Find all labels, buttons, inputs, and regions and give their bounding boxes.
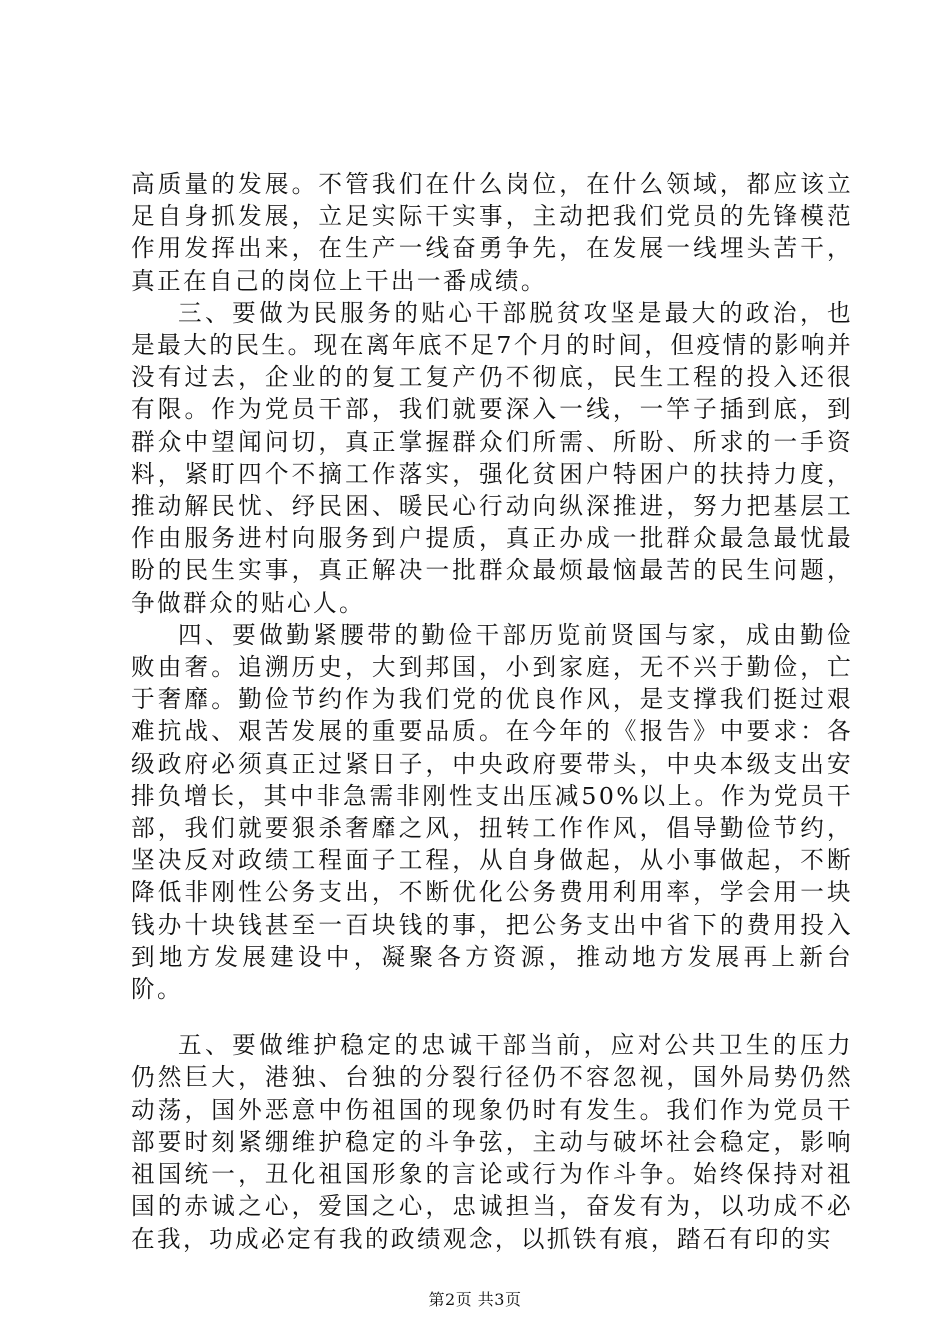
paragraph-section-four: 四、要做勤紧腰带的勤俭干部历览前贤国与家，成由勤俭败由奢。追溯历史，大到邦国，小到家庭，无不兴于勤俭，亡于奢靡。勤俭节约作为我们党的优良作风，是支撑我们挺过艰难抗战、艰苦发展的重要品质。在今年的《报告》中要求：各级政府必须真正过紧日子，中央政府要带头，中央本级支出安排负增长，其中非急需非刚性支出压减50%以上。作为党员干部，我们就要狠杀奢靡之风，扭转工作作风，倡导勤俭节约，坚决反对政绩工程面子工程，从自身做起，从小事做起，不断降低非刚性公务支出，不断优化公务费用利用率，学会用一块钱办十块钱甚至一百块钱的事，把公务支出中省下的费用投入到地方发展建设中，凝聚各方资源，推动地方发展再上新台阶。 — [131, 620, 853, 1004]
body-text — [131, 168, 853, 1255]
paragraph-section-five: 五、要做维护稳定的忠诚干部当前，应对公共卫生的压力仍然巨大，港独、台独的分裂行径仍不容忽视，国外局势仍然动荡，国外恶意中伤祖国的现象仍时有发生。我们作为党员干部要时刻紧绷维护稳定的斗争弦，主动与破坏社会稳定，影响祖国统一，丑化祖国形象的言论或行为作斗争。始终保持对祖国的赤诚之心，爱国之心，忠诚担当，奋发有为，以功成不必在我，功成必定有我的政绩观念，以抓铁有痕，踏石有印的实 — [131, 1031, 853, 1253]
paragraph-section-three: 三、要做为民服务的贴心干部脱贫攻坚是最大的政治，也是最大的民生。现在离年底不足7个月的时间，但疫情的影响并没有过去，企业的的复工复产仍不彻底，民生工程的投入还很有限。作为党员干部，我们就要深入一线，一竿子插到底，到群众中望闻问切，真正掌握群众们所需、所盼、所求的一手资料，紧盯四个不摘工作落实，强化贫困户特困户的扶持力度，推动解民忧、纾民困、暖民心行动向纵深推进，努力把基层工作由服务进村向服务到户提质，真正办成一批群众最急最忧最盼的民生实事，真正解决一批群众最烦最恼最苦的民生问题，争做群众的贴心人。 — [131, 298, 853, 617]
paragraph-continuation: 高质量的发展。不管我们在什么岗位，在什么领域，都应该立足自身抓发展，立足实际干实事，主动把我们党员的先锋模范作用发挥出来，在生产一线奋勇争先，在发展一线埋头苦干，真正在自己的岗位上干出一番成绩。 — [131, 170, 853, 295]
page-number-footer: 第2页 共3页 — [428, 1290, 522, 1309]
